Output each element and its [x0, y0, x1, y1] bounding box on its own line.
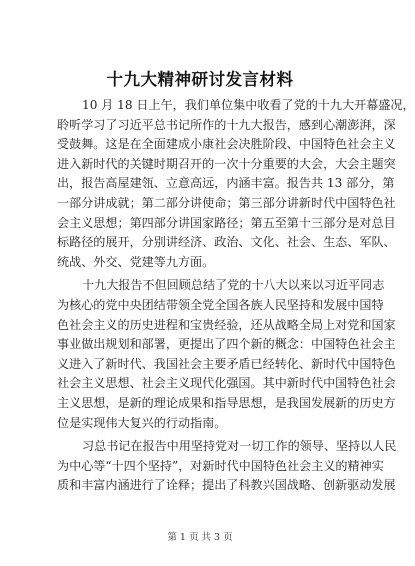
text-line: 受鼓舞。这是在全面建成小康社会决胜阶段、中国特色社会主义	[57, 137, 396, 152]
text-line: 标路径的展开，分别讲经济、政治、文化、社会、生态、军队、	[57, 235, 396, 250]
text-line: 为核心的党中央团结带领全党全国各族人民坚持和发展中国特	[57, 297, 384, 312]
text-line: 统战、外交、党建等九方面。	[57, 254, 215, 269]
page-footer: 第 1 页 共 3 页	[167, 532, 233, 543]
text-line: 10 月 18 日上午，我们单位集中收看了党的十九大开幕盛况，	[82, 98, 415, 112]
text-line: 主义思想，是新的理论成果和指导思想，是我国发展新的历史方	[57, 395, 396, 410]
text-line: 一部分讲成就；第二部分讲使命；第三部分讲新时代中国特色社	[57, 195, 396, 210]
text-line: 色社会主义的历史进程和宝贵经验，还从战略全局上对党和国家	[57, 317, 396, 332]
text-line: 事业做出规划和部署，更提出了四个新的概念：中国特色社会主	[57, 337, 396, 352]
paragraph-3	[57, 437, 397, 496]
text-line: 习总书记在报告中用坚持党对一切工作的领导、坚持以人民	[82, 439, 397, 454]
text-line: 出，报告高屋建瓴、立意高远，内涵丰富。报告共 13 部分，第	[57, 176, 395, 191]
page-title: 十九大精神研讨发言材料	[106, 70, 294, 89]
paragraph-2	[57, 276, 396, 433]
text-line: 位是实现伟大复兴的行动指南。	[57, 415, 227, 430]
text-line: 义进入了新时代、我国社会主要矛盾已经转化、新时代中国特色	[57, 356, 396, 371]
document-body	[57, 96, 415, 500]
text-line: 会主义思想；第四部分讲国家路径；第五至第十三部分是对总目	[57, 215, 396, 230]
text-line: 为中心等“十四个坚持”，对新时代中国特色社会主义的精神实	[57, 458, 384, 473]
text-line: 社会主义思想、社会主义现代化强国。其中新时代中国特色社会	[57, 376, 396, 391]
text-line: 十九大报告不但回顾总结了党的十八大以来以习近平同志	[82, 278, 385, 293]
text-line: 进入新时代的关键时期召开的一次十分重要的大会，大会主题突	[57, 156, 396, 171]
text-line: 聆听学习了习近平总书记所作的十九大报告，感到心潮澎湃，深	[57, 117, 396, 132]
paragraph-1	[57, 96, 415, 272]
text-line: 质和丰富内涵进行了诠释；提出了科教兴国战略、创新驱动发展	[57, 478, 396, 493]
